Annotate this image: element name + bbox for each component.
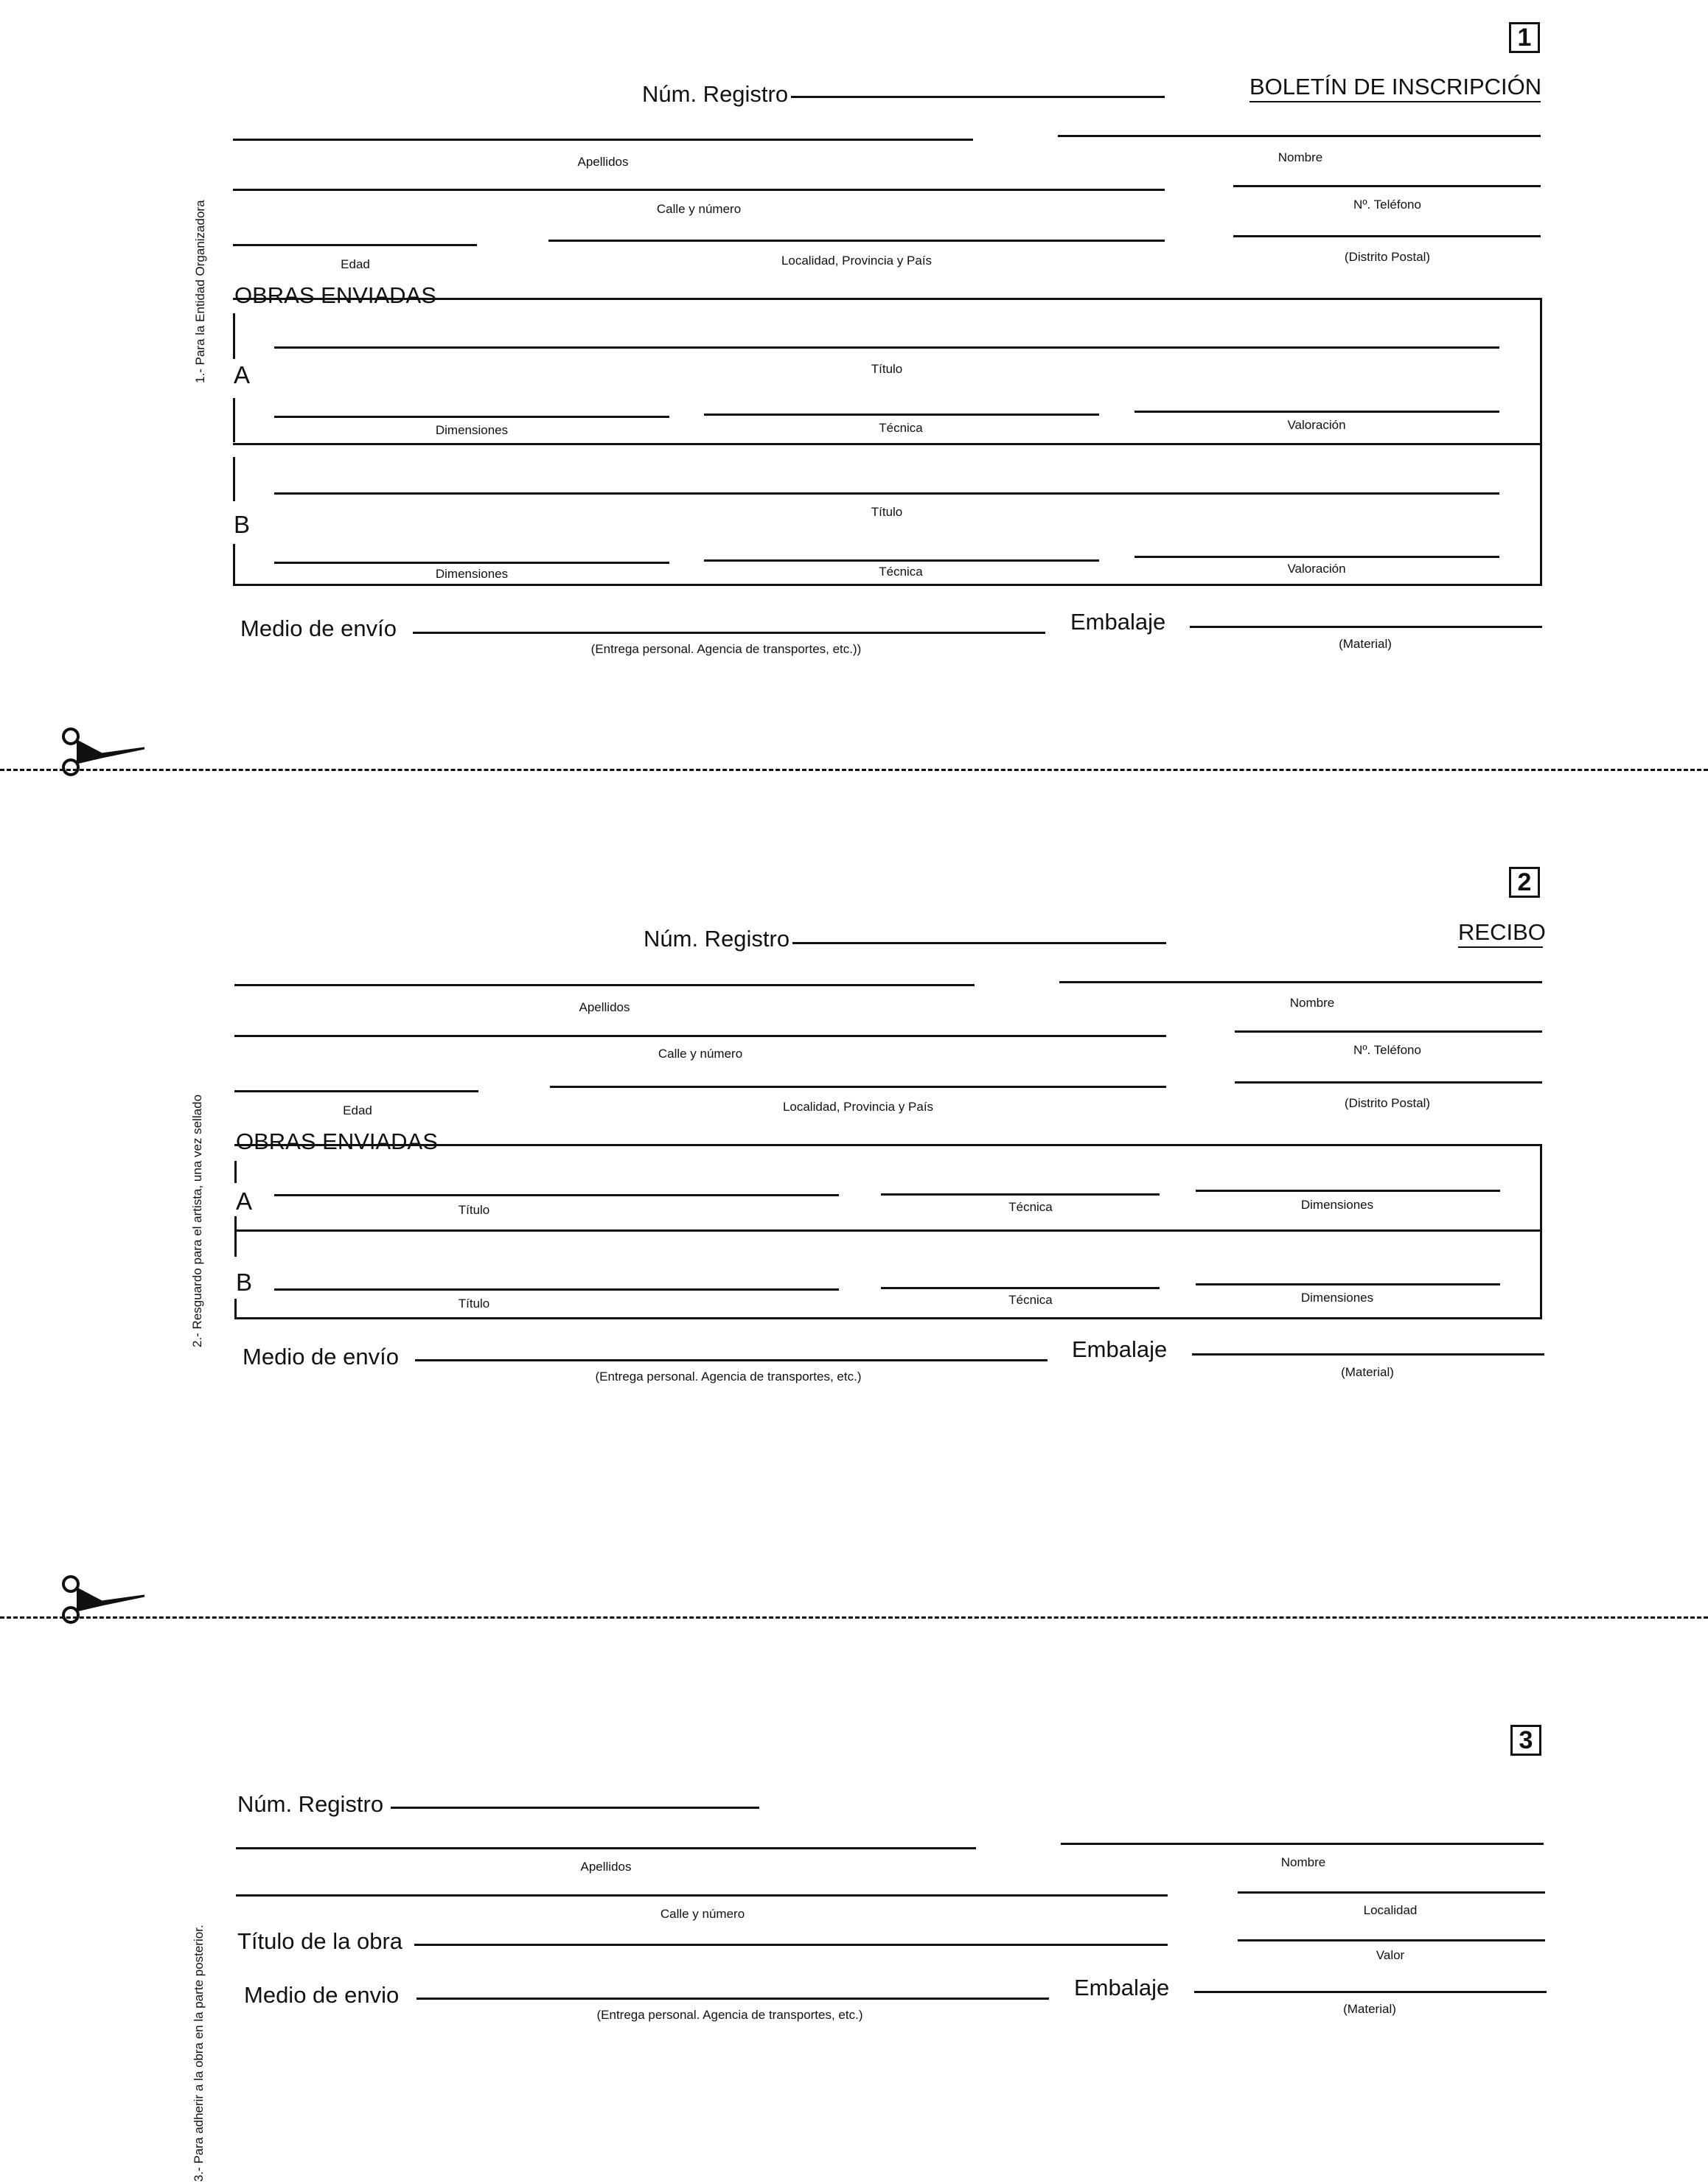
obras-label: OBRAS ENVIADAS bbox=[236, 1128, 438, 1154]
calle-field[interactable] bbox=[234, 1035, 1166, 1037]
section-number: 3 bbox=[1510, 1725, 1541, 1756]
apellidos-field[interactable] bbox=[236, 1847, 976, 1849]
embalaje-label: Embalaje bbox=[1072, 1336, 1168, 1362]
medio-hint: (Entrega personal. Agencia de transportes, etc.)) bbox=[590, 642, 862, 656]
telefono-caption: Nº. Teléfono bbox=[1353, 1043, 1421, 1057]
telefono-caption: Nº. Teléfono bbox=[1353, 198, 1421, 212]
work-letter: A bbox=[236, 1187, 253, 1215]
medio-label: Medio de envío bbox=[243, 1344, 399, 1370]
embalaje-label: Embalaje bbox=[1070, 609, 1166, 635]
titulo-obra-field[interactable] bbox=[414, 1944, 1168, 1946]
dimensiones-caption: Dimensiones bbox=[435, 567, 509, 581]
edad-caption: Edad bbox=[341, 257, 370, 271]
dimensiones-field[interactable] bbox=[1196, 1190, 1500, 1192]
tecnica-caption: Técnica bbox=[1008, 1293, 1053, 1307]
valoracion-field[interactable] bbox=[1134, 411, 1499, 413]
tecnica-caption: Técnica bbox=[1008, 1200, 1053, 1214]
material-caption: (Material) bbox=[1341, 1365, 1394, 1379]
titulo-caption: Título bbox=[458, 1203, 490, 1217]
work-letter: B bbox=[236, 1269, 253, 1296]
edad-caption: Edad bbox=[343, 1103, 372, 1117]
distrito-field[interactable] bbox=[1235, 1081, 1542, 1084]
titulo-field[interactable] bbox=[274, 492, 1499, 495]
embalaje-label: Embalaje bbox=[1074, 1975, 1170, 2000]
nombre-field[interactable] bbox=[1058, 135, 1541, 137]
registro-field[interactable] bbox=[792, 942, 1166, 944]
titulo-field[interactable] bbox=[274, 1194, 839, 1196]
nombre-field[interactable] bbox=[1059, 981, 1542, 983]
distrito-caption: (Distrito Postal) bbox=[1344, 250, 1431, 264]
telefono-field[interactable] bbox=[1233, 185, 1541, 187]
valor-field[interactable] bbox=[1238, 1939, 1545, 1941]
titulo-caption: Título bbox=[871, 505, 903, 519]
localidad-field[interactable] bbox=[548, 240, 1165, 242]
calle-caption: Calle y número bbox=[656, 202, 742, 216]
apellidos-caption: Apellidos bbox=[577, 155, 629, 169]
valoracion-field[interactable] bbox=[1134, 556, 1499, 558]
material-caption: (Material) bbox=[1339, 637, 1392, 651]
registro-field[interactable] bbox=[391, 1807, 759, 1809]
work-letter: A bbox=[234, 361, 251, 388]
tecnica-field[interactable] bbox=[881, 1287, 1160, 1289]
distrito-caption: (Distrito Postal) bbox=[1344, 1096, 1431, 1110]
works-divider bbox=[234, 1229, 1542, 1232]
works-divider bbox=[233, 443, 1542, 445]
nombre-caption: Nombre bbox=[1289, 996, 1335, 1010]
obras-label: OBRAS ENVIADAS bbox=[234, 282, 436, 308]
apellidos-field[interactable] bbox=[234, 984, 975, 986]
medio-field[interactable] bbox=[415, 1359, 1048, 1361]
tecnica-caption: Técnica bbox=[879, 421, 923, 435]
obras-box bbox=[233, 298, 1542, 586]
valoracion-caption: Valoración bbox=[1287, 418, 1346, 432]
valor-caption: Valor bbox=[1376, 1948, 1405, 1962]
titulo-field[interactable] bbox=[274, 1288, 839, 1291]
apellidos-field[interactable] bbox=[233, 139, 973, 141]
work-letter: B bbox=[234, 511, 251, 538]
medio-field[interactable] bbox=[416, 1998, 1049, 2000]
distrito-field[interactable] bbox=[1233, 235, 1541, 237]
tecnica-field[interactable] bbox=[704, 559, 1099, 562]
titulo-caption: Título bbox=[871, 362, 903, 376]
medio-label: Medio de envio bbox=[244, 1982, 400, 2008]
tecnica-caption: Técnica bbox=[879, 565, 923, 579]
telefono-field[interactable] bbox=[1235, 1030, 1542, 1033]
title-underline bbox=[1249, 101, 1541, 102]
localidad-caption: Localidad, Provincia y País bbox=[781, 254, 933, 268]
calle-field[interactable] bbox=[233, 189, 1165, 191]
nombre-field[interactable] bbox=[1061, 1843, 1544, 1845]
form-title: RECIBO bbox=[1458, 919, 1546, 945]
localidad-caption: Localidad bbox=[1363, 1903, 1418, 1917]
embalaje-field[interactable] bbox=[1194, 1991, 1547, 1993]
medio-label: Medio de envío bbox=[240, 615, 397, 641]
section-number: 1 bbox=[1509, 22, 1540, 53]
material-caption: (Material) bbox=[1343, 2002, 1396, 2016]
titulo-obra-label: Título de la obra bbox=[237, 1928, 403, 1954]
embalaje-field[interactable] bbox=[1190, 626, 1542, 628]
dimensiones-field[interactable] bbox=[1196, 1283, 1500, 1285]
dimensiones-field[interactable] bbox=[274, 562, 669, 564]
side-note: 1.- Para la Entidad Organizadora bbox=[193, 200, 207, 383]
registro-label: Núm. Registro bbox=[644, 926, 790, 952]
registro-label: Núm. Registro bbox=[642, 81, 789, 107]
medio-hint: (Entrega personal. Agencia de transportes, etc.) bbox=[595, 1370, 862, 1384]
dimensiones-caption: Dimensiones bbox=[1300, 1291, 1374, 1305]
calle-caption: Calle y número bbox=[658, 1047, 743, 1061]
nombre-caption: Nombre bbox=[1280, 1855, 1326, 1869]
side-note: 3.- Para adherir a la obra en la parte posterior. bbox=[192, 1925, 206, 2182]
registro-label: Núm. Registro bbox=[237, 1791, 384, 1817]
dimensiones-field[interactable] bbox=[274, 416, 669, 418]
valoracion-caption: Valoración bbox=[1287, 562, 1346, 576]
dimensiones-caption: Dimensiones bbox=[1300, 1198, 1374, 1212]
registro-field[interactable] bbox=[791, 96, 1165, 98]
dimensiones-caption: Dimensiones bbox=[435, 423, 509, 437]
section-number: 2 bbox=[1509, 867, 1540, 898]
localidad-caption: Localidad, Provincia y País bbox=[782, 1100, 934, 1114]
medio-field[interactable] bbox=[413, 632, 1045, 634]
side-note: 2.- Resguardo para el artista, una vez sellado bbox=[190, 1094, 204, 1347]
calle-field[interactable] bbox=[236, 1894, 1168, 1897]
calle-caption: Calle y número bbox=[660, 1907, 745, 1921]
apellidos-caption: Apellidos bbox=[580, 1860, 632, 1874]
nombre-caption: Nombre bbox=[1277, 150, 1323, 164]
embalaje-field[interactable] bbox=[1192, 1353, 1544, 1356]
apellidos-caption: Apellidos bbox=[579, 1000, 630, 1014]
tecnica-field[interactable] bbox=[881, 1193, 1160, 1196]
edad-field[interactable] bbox=[234, 1090, 478, 1092]
medio-hint: (Entrega personal. Agencia de transportes, etc.) bbox=[596, 2008, 863, 2022]
edad-field[interactable] bbox=[233, 244, 477, 246]
localidad-field[interactable] bbox=[1238, 1891, 1545, 1894]
title-underline bbox=[1458, 946, 1543, 948]
titulo-field[interactable] bbox=[274, 346, 1499, 349]
titulo-caption: Título bbox=[458, 1297, 490, 1311]
form-title: BOLETÍN DE INSCRIPCIÓN bbox=[1249, 74, 1542, 100]
localidad-field[interactable] bbox=[550, 1086, 1166, 1088]
tecnica-field[interactable] bbox=[704, 414, 1099, 416]
